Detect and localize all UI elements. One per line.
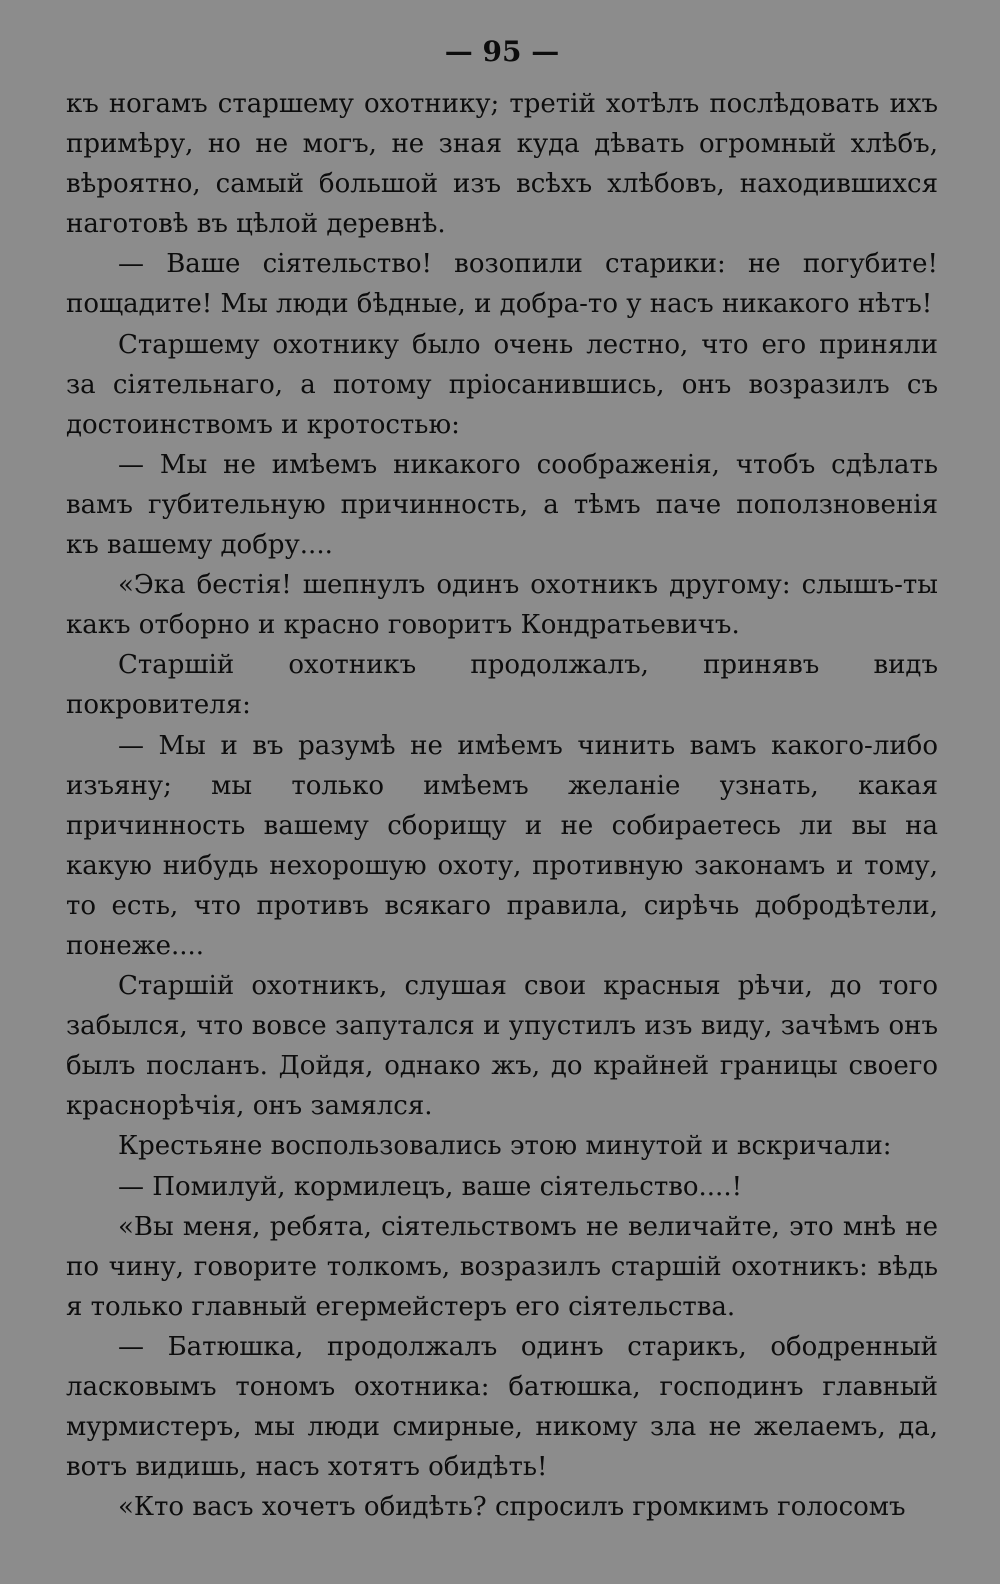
paragraph: Старшій охотникъ, слушая свои красныя рѣчи, до того забылся, что вовсе запутался и упустилъ изъ виду, зачѣмъ онъ былъ посланъ. Дойдя, однако жъ, до крайней границы своего краснорѣчія, онъ замялся. <box>66 971 938 1122</box>
paragraph: — Батюшка, продолжалъ одинъ старикъ, ободренный ласковымъ тономъ охотника: батюшка, господинъ главный мурмистеръ, мы люди смирные, никому зла не желаемъ, да, вотъ видишь, насъ хотятъ обидѣть! <box>66 1331 938 1483</box>
paragraph: Старшій охотникъ продолжалъ, принявъ видъ покровителя: <box>66 650 938 721</box>
paragraph: «Кто васъ хочетъ обидѣть? спросилъ громкимъ голосомъ <box>118 1492 906 1523</box>
page-number: — 95 — <box>444 35 560 68</box>
paragraph: — Ваше сіятельство! возопили старики: не погубите! пощадите! Мы люди бѣдные, и добра-то у насъ никакого нѣтъ! <box>66 249 938 320</box>
book-page <box>66 30 938 1527</box>
paragraph: — Мы и въ разумѣ не имѣемъ чинить вамъ какого-либо изъяну; мы только имѣемъ желаніе узнать, какая причинность вашему сборищу и не собираетесь ли вы на какую нибудь нехорошую охоту, противную законамъ и тому, то есть, что противъ всякаго правила, сирѣчь добродѣтели, понеже.... <box>66 730 938 961</box>
paragraph: «Вы меня, ребята, сіятельствомъ не величайте, это мнѣ не по чину, говорите толкомъ, возразилъ старшій охотникъ: вѣдь я только главный егермейстеръ его сіятельства. <box>66 1211 938 1322</box>
paragraph: Старшему охотнику было очень лестно, что его приняли за сіятельнаго, а потому пріосанившись, онъ возразилъ съ достоинствомъ и кротостью: <box>66 329 938 440</box>
paragraph: къ ногамъ старшему охотнику; третій хотѣлъ послѣдовать ихъ примѣру, но не могъ, не зная куда дѣвать огромный хлѣбъ, вѣроятно, самый большой изъ всѣхъ хлѣбовъ, находившихся наготовѣ въ цѣлой деревнѣ. <box>66 89 938 240</box>
paragraph: Крестьяне воспользовались этою минутой и вскричали: <box>118 1131 892 1162</box>
paragraph: — Мы не имѣемъ никакого соображенія, чтобъ сдѣлать вамъ губительную причинность, а тѣмъ паче поползновенія къ вашему добру.... <box>66 449 938 561</box>
paragraph: — Помилуй, кормилецъ, ваше сіятельство....! <box>118 1171 743 1202</box>
paragraph: «Эка бестія! шепнулъ одинъ охотникъ другому: слышъ-ты какъ отборно и красно говоритъ Кондратьевичъ. <box>66 570 938 641</box>
